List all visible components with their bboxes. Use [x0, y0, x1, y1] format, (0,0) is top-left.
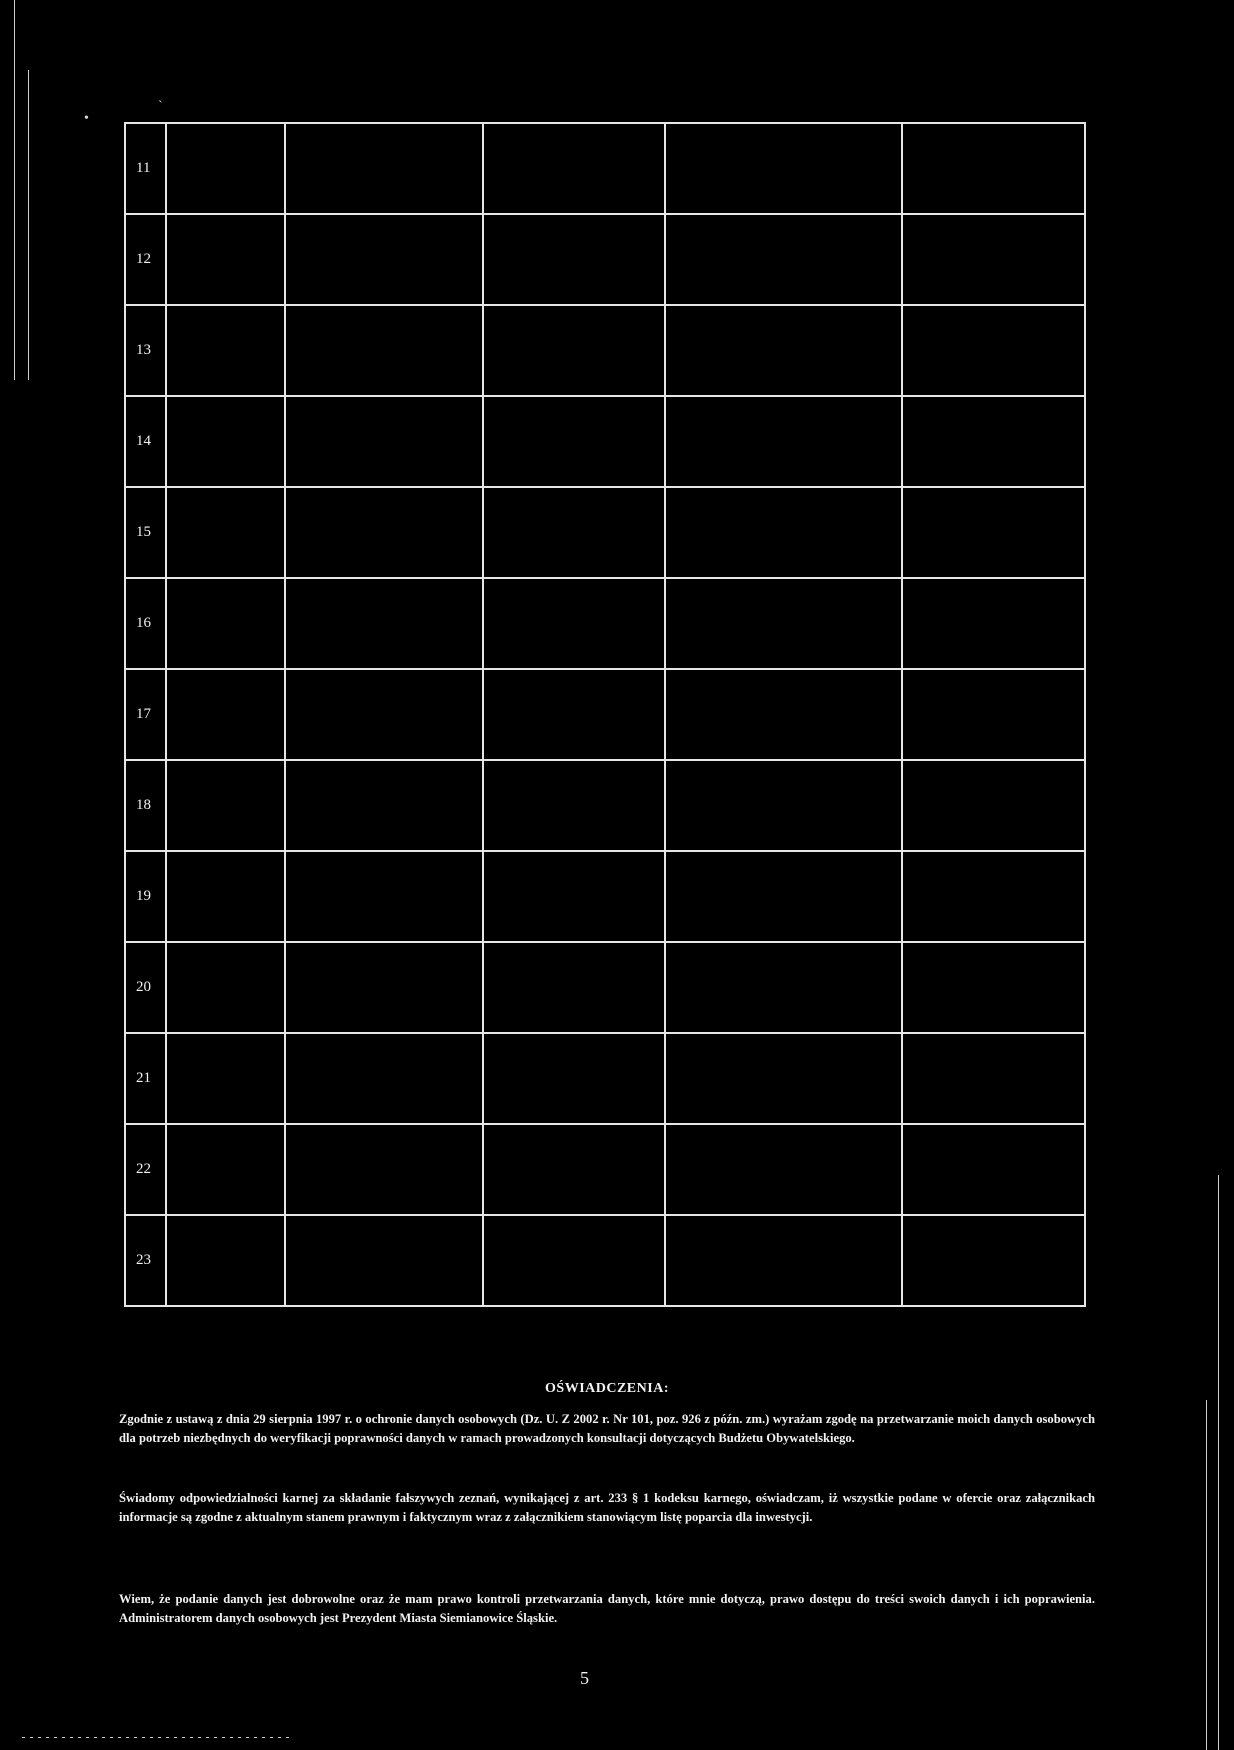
table-cell[interactable] [483, 942, 665, 1033]
table-cell[interactable] [902, 214, 1085, 305]
table-cell[interactable] [166, 487, 285, 578]
table-cell[interactable] [285, 305, 483, 396]
table-row [125, 760, 1085, 851]
table-cell[interactable] [902, 1215, 1085, 1306]
data-rights-paragraph: Wiem, że podanie danych jest dobrowolne oraz że mam prawo kontroli przetwarzania danych, które mnie dotyczą, prawo dostępu do treści swoich danych i ich poprawienia. Administratorem danych osobowych jest Prezydent Miasta Siemianowice Śląskie. [119, 1592, 1095, 1625]
row-number: 18 [125, 760, 166, 851]
table-row [125, 305, 1085, 396]
table-cell[interactable] [665, 123, 902, 214]
row-number: 21 [125, 1033, 166, 1124]
table-cell[interactable] [483, 669, 665, 760]
criminal-liability-paragraph: Świadomy odpowiedzialności karnej za składanie fałszywych zeznań, wynikającej z art. 233 § 1 kodeksu karnego, oświadczam, iż wszystkie podane w ofercie oraz załącznikach informacje są zgodne z aktualnym stanem prawnym i faktycznym wraz z załącznikiem stanowiącym listę poparcia dla inwestycji. [119, 1491, 1095, 1524]
table-cell[interactable] [166, 669, 285, 760]
table-cell[interactable] [285, 123, 483, 214]
table-row [125, 1033, 1085, 1124]
table-cell[interactable] [285, 1124, 483, 1215]
scan-edge-line [1218, 1175, 1219, 1750]
scan-edge-line [28, 70, 29, 380]
table-row [125, 1215, 1085, 1306]
row-number: 16 [125, 578, 166, 669]
table-row [125, 578, 1085, 669]
scan-edge-line [14, 0, 15, 380]
table-cell[interactable] [285, 214, 483, 305]
row-number: 22 [125, 1124, 166, 1215]
table-cell[interactable] [166, 123, 285, 214]
table-cell[interactable] [483, 851, 665, 942]
table-cell[interactable] [285, 487, 483, 578]
table-row [125, 851, 1085, 942]
table-cell[interactable] [166, 578, 285, 669]
row-number: 12 [125, 214, 166, 305]
table-cell[interactable] [285, 396, 483, 487]
table-cell[interactable] [483, 1124, 665, 1215]
table-cell[interactable] [166, 760, 285, 851]
table-cell[interactable] [665, 851, 902, 942]
table-cell[interactable] [902, 1124, 1085, 1215]
table-row [125, 669, 1085, 760]
table-cell[interactable] [665, 578, 902, 669]
table-row [125, 487, 1085, 578]
table-cell[interactable] [902, 851, 1085, 942]
table-cell[interactable] [483, 214, 665, 305]
table-cell[interactable] [483, 487, 665, 578]
row-number: 13 [125, 305, 166, 396]
table-cell[interactable] [166, 1124, 285, 1215]
table-cell[interactable] [285, 760, 483, 851]
row-number: 17 [125, 669, 166, 760]
table-cell[interactable] [902, 396, 1085, 487]
table-cell[interactable] [483, 305, 665, 396]
table-cell[interactable] [166, 1033, 285, 1124]
table-cell[interactable] [285, 669, 483, 760]
table-cell[interactable] [285, 942, 483, 1033]
table-cell[interactable] [285, 1033, 483, 1124]
table-cell[interactable] [166, 851, 285, 942]
table-cell[interactable] [166, 305, 285, 396]
row-number: 23 [125, 1215, 166, 1306]
table-cell[interactable] [483, 578, 665, 669]
row-number: 11 [125, 123, 166, 214]
table-cell[interactable] [483, 760, 665, 851]
table-cell[interactable] [285, 851, 483, 942]
scan-dotted-line [22, 1737, 292, 1738]
table-cell[interactable] [665, 305, 902, 396]
table-cell[interactable] [902, 123, 1085, 214]
statements-title: OŚWIADCZENIA: [545, 1381, 669, 1396]
table-cell[interactable] [665, 760, 902, 851]
table-cell[interactable] [902, 942, 1085, 1033]
scan-edge-line [1206, 1400, 1207, 1750]
table-cell[interactable] [483, 396, 665, 487]
table-cell[interactable] [665, 942, 902, 1033]
table-cell[interactable] [902, 487, 1085, 578]
signature-list-table [124, 122, 1086, 1307]
table-cell[interactable] [902, 1033, 1085, 1124]
table-cell[interactable] [902, 669, 1085, 760]
table-row [125, 1124, 1085, 1215]
table-cell[interactable] [166, 214, 285, 305]
table-cell[interactable] [902, 578, 1085, 669]
scan-speck: ˋ [158, 99, 163, 114]
table-row [125, 214, 1085, 305]
row-number: 20 [125, 942, 166, 1033]
table-cell[interactable] [166, 396, 285, 487]
table-cell[interactable] [665, 214, 902, 305]
table-cell[interactable] [285, 1215, 483, 1306]
row-number: 15 [125, 487, 166, 578]
scan-speck: • [84, 111, 89, 126]
table-cell[interactable] [665, 669, 902, 760]
table-row [125, 942, 1085, 1033]
table-cell[interactable] [902, 760, 1085, 851]
table-cell[interactable] [483, 123, 665, 214]
table-cell[interactable] [483, 1215, 665, 1306]
table-row [125, 123, 1085, 214]
table-row [125, 396, 1085, 487]
data-consent-paragraph: Zgodnie z ustawą z dnia 29 sierpnia 1997 r. o ochronie danych osobowych (Dz. U. Z 2002 r. Nr 101, poz. 926 z późn. zm.) wyrażam zgodę na przetwarzanie moich danych osobowych dla potrzeb niezbędnych do weryfikacji poprawności danych w ramach prowadzonych konsultacji dotyczących Budżetu Obywatelskiego. [119, 1412, 1095, 1445]
row-number: 19 [125, 851, 166, 942]
page-number: 5 [580, 1668, 589, 1688]
table-cell[interactable] [483, 1033, 665, 1124]
row-number: 14 [125, 396, 166, 487]
table-cell[interactable] [285, 578, 483, 669]
table-cell[interactable] [665, 1215, 902, 1306]
table-cell[interactable] [166, 1215, 285, 1306]
table-cell[interactable] [902, 305, 1085, 396]
table-cell[interactable] [166, 942, 285, 1033]
table-cell[interactable] [665, 1124, 902, 1215]
table-cell[interactable] [665, 487, 902, 578]
table-cell[interactable] [665, 396, 902, 487]
table-cell[interactable] [665, 1033, 902, 1124]
